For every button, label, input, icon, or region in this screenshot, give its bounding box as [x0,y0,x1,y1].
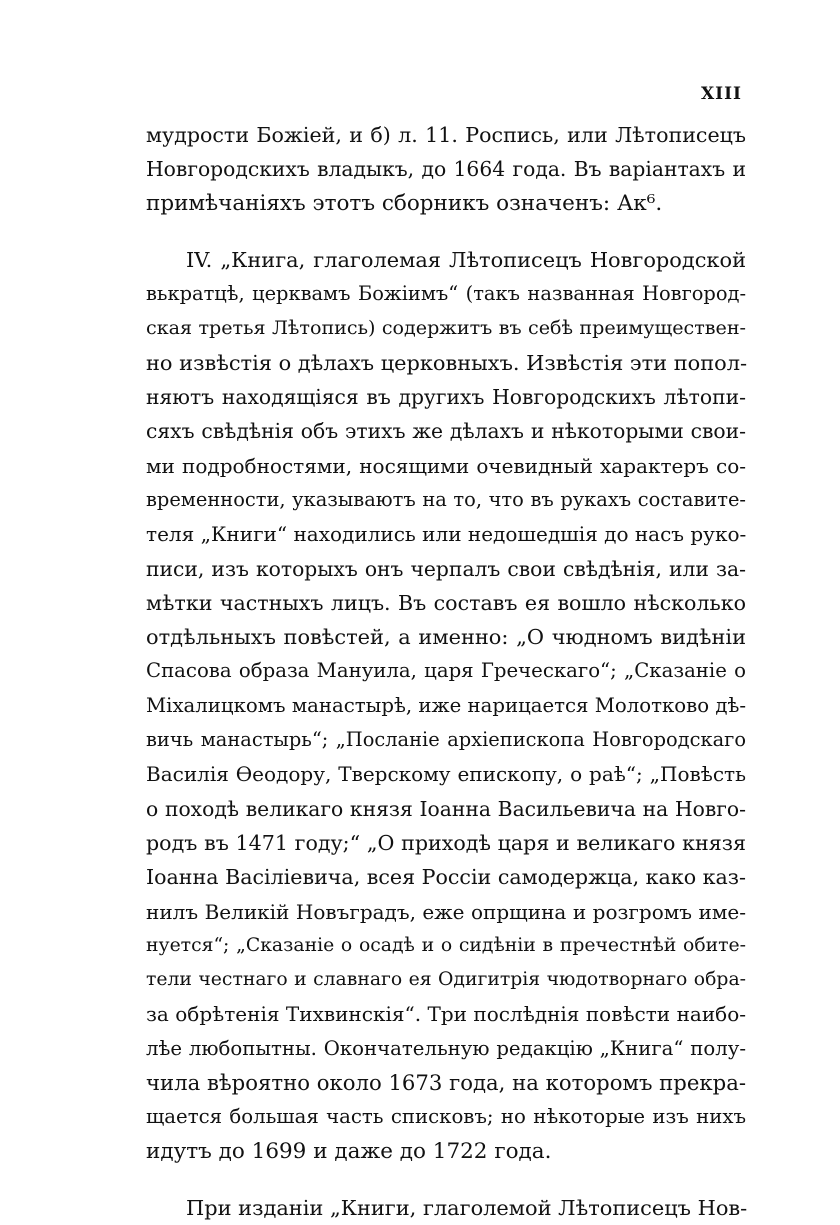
text-line: мудрости Божіей, и б) л. 11. Роспись, или Лѣтописецъ [146,123,746,147]
text-line: сяхъ свѣдѣнія объ этихъ же дѣлахъ и нѣкоторыми свои- [146,419,746,444]
text-line: теля „Книги“ находились или недошедшія до насъ руко- [146,522,747,547]
text-line: но извѣстія о дѣлахъ церковныхъ. Извѣстія эти попол- [146,350,748,375]
text-line: ми подробностями, носящими очевидный характеръ со- [146,453,746,478]
text-line: временности, указываютъ на то, что въ рукахъ составите- [146,487,746,511]
text-line: вькратцѣ, церквамъ Божіимъ“ (такъ названная Новгород- [146,282,746,306]
text-line: примѣчаніяхъ этотъ сборникъ означенъ: Ак⁶. [146,190,663,216]
text-line: Спасова образа Мануила, царя Греческаго“; „Сказаніе о [146,659,746,683]
text-line: щается большая часть списковъ; но нѣкоторые изъ нихъ [146,1105,746,1129]
text-line: вичь манастырь“; „Посланіе архіепископа Новгородскаго [146,728,746,752]
text-line: ская третья Лѣтопись) содержитъ въ себѣ преимуществен- [146,316,746,340]
text-line: Новгородскихъ владыкъ, до 1664 года. Въ варіантахъ и [146,157,746,182]
page-number: XIII [700,84,742,104]
paragraph-continuation [146,118,746,221]
text-line: нуется“; „Сказаніе о осадѣ и о сидѣніи в пречестнѣй обите- [146,934,746,956]
text-line: тели честнаго и славнаго ея Одигитрія чюдотворнаго обра- [146,969,746,991]
text-line: При изданіи „Книги, глаголемой Лѣтописецъ Нов- [186,1195,748,1220]
paragraph-edition-note [146,1191,746,1225]
text-line: няютъ находящіяся въ другихъ Новгородскихъ лѣтопи- [146,385,746,410]
text-line: о походѣ великаго князя Іоанна Васильевича на Новго- [146,796,746,821]
text-line: идутъ до 1699 и даже до 1722 года. [146,1138,552,1164]
text-line: Василія Ѳеодору, Тверскому епископу, о раѣ“; „Повѣсть [146,762,746,787]
text-line: писи, изъ которыхъ онъ черпалъ свои свѣдѣнія, или за- [146,556,746,581]
text-line: отдѣльныхъ повѣстей, а именно: „О чюдномъ видѣніи [146,625,746,650]
body-text [146,118,746,1225]
text-line: родъ въ 1471 году;“ „О приходѣ царя и великаго князя [146,830,746,855]
text-line: Іоанна Васіліевича, всея Россіи самодержца, како каз- [146,865,746,890]
text-line: лѣе любопытны. Окончательную редакцію „Книга“ полу- [146,1036,746,1060]
text-line: Міхалицкомъ манастырѣ, иже нарицается Молотково дѣ- [146,693,746,717]
text-line: IV. „Книга, глаголемая Лѣтописецъ Новгородской [186,247,746,272]
text-line: за обрѣтенія Тихвинскія“. Три послѣднія повѣсти наибо- [146,1002,746,1027]
text-line: чила вѣроятно около 1673 года, на которомъ прекра- [146,1070,746,1096]
paragraph-section-iv [146,243,746,1169]
text-line: мѣтки частныхъ лицъ. Въ составъ ея вошло нѣсколько [146,590,746,615]
text-line: нилъ Великій Новъградъ, еже опрщина и розгромъ име- [146,899,746,924]
